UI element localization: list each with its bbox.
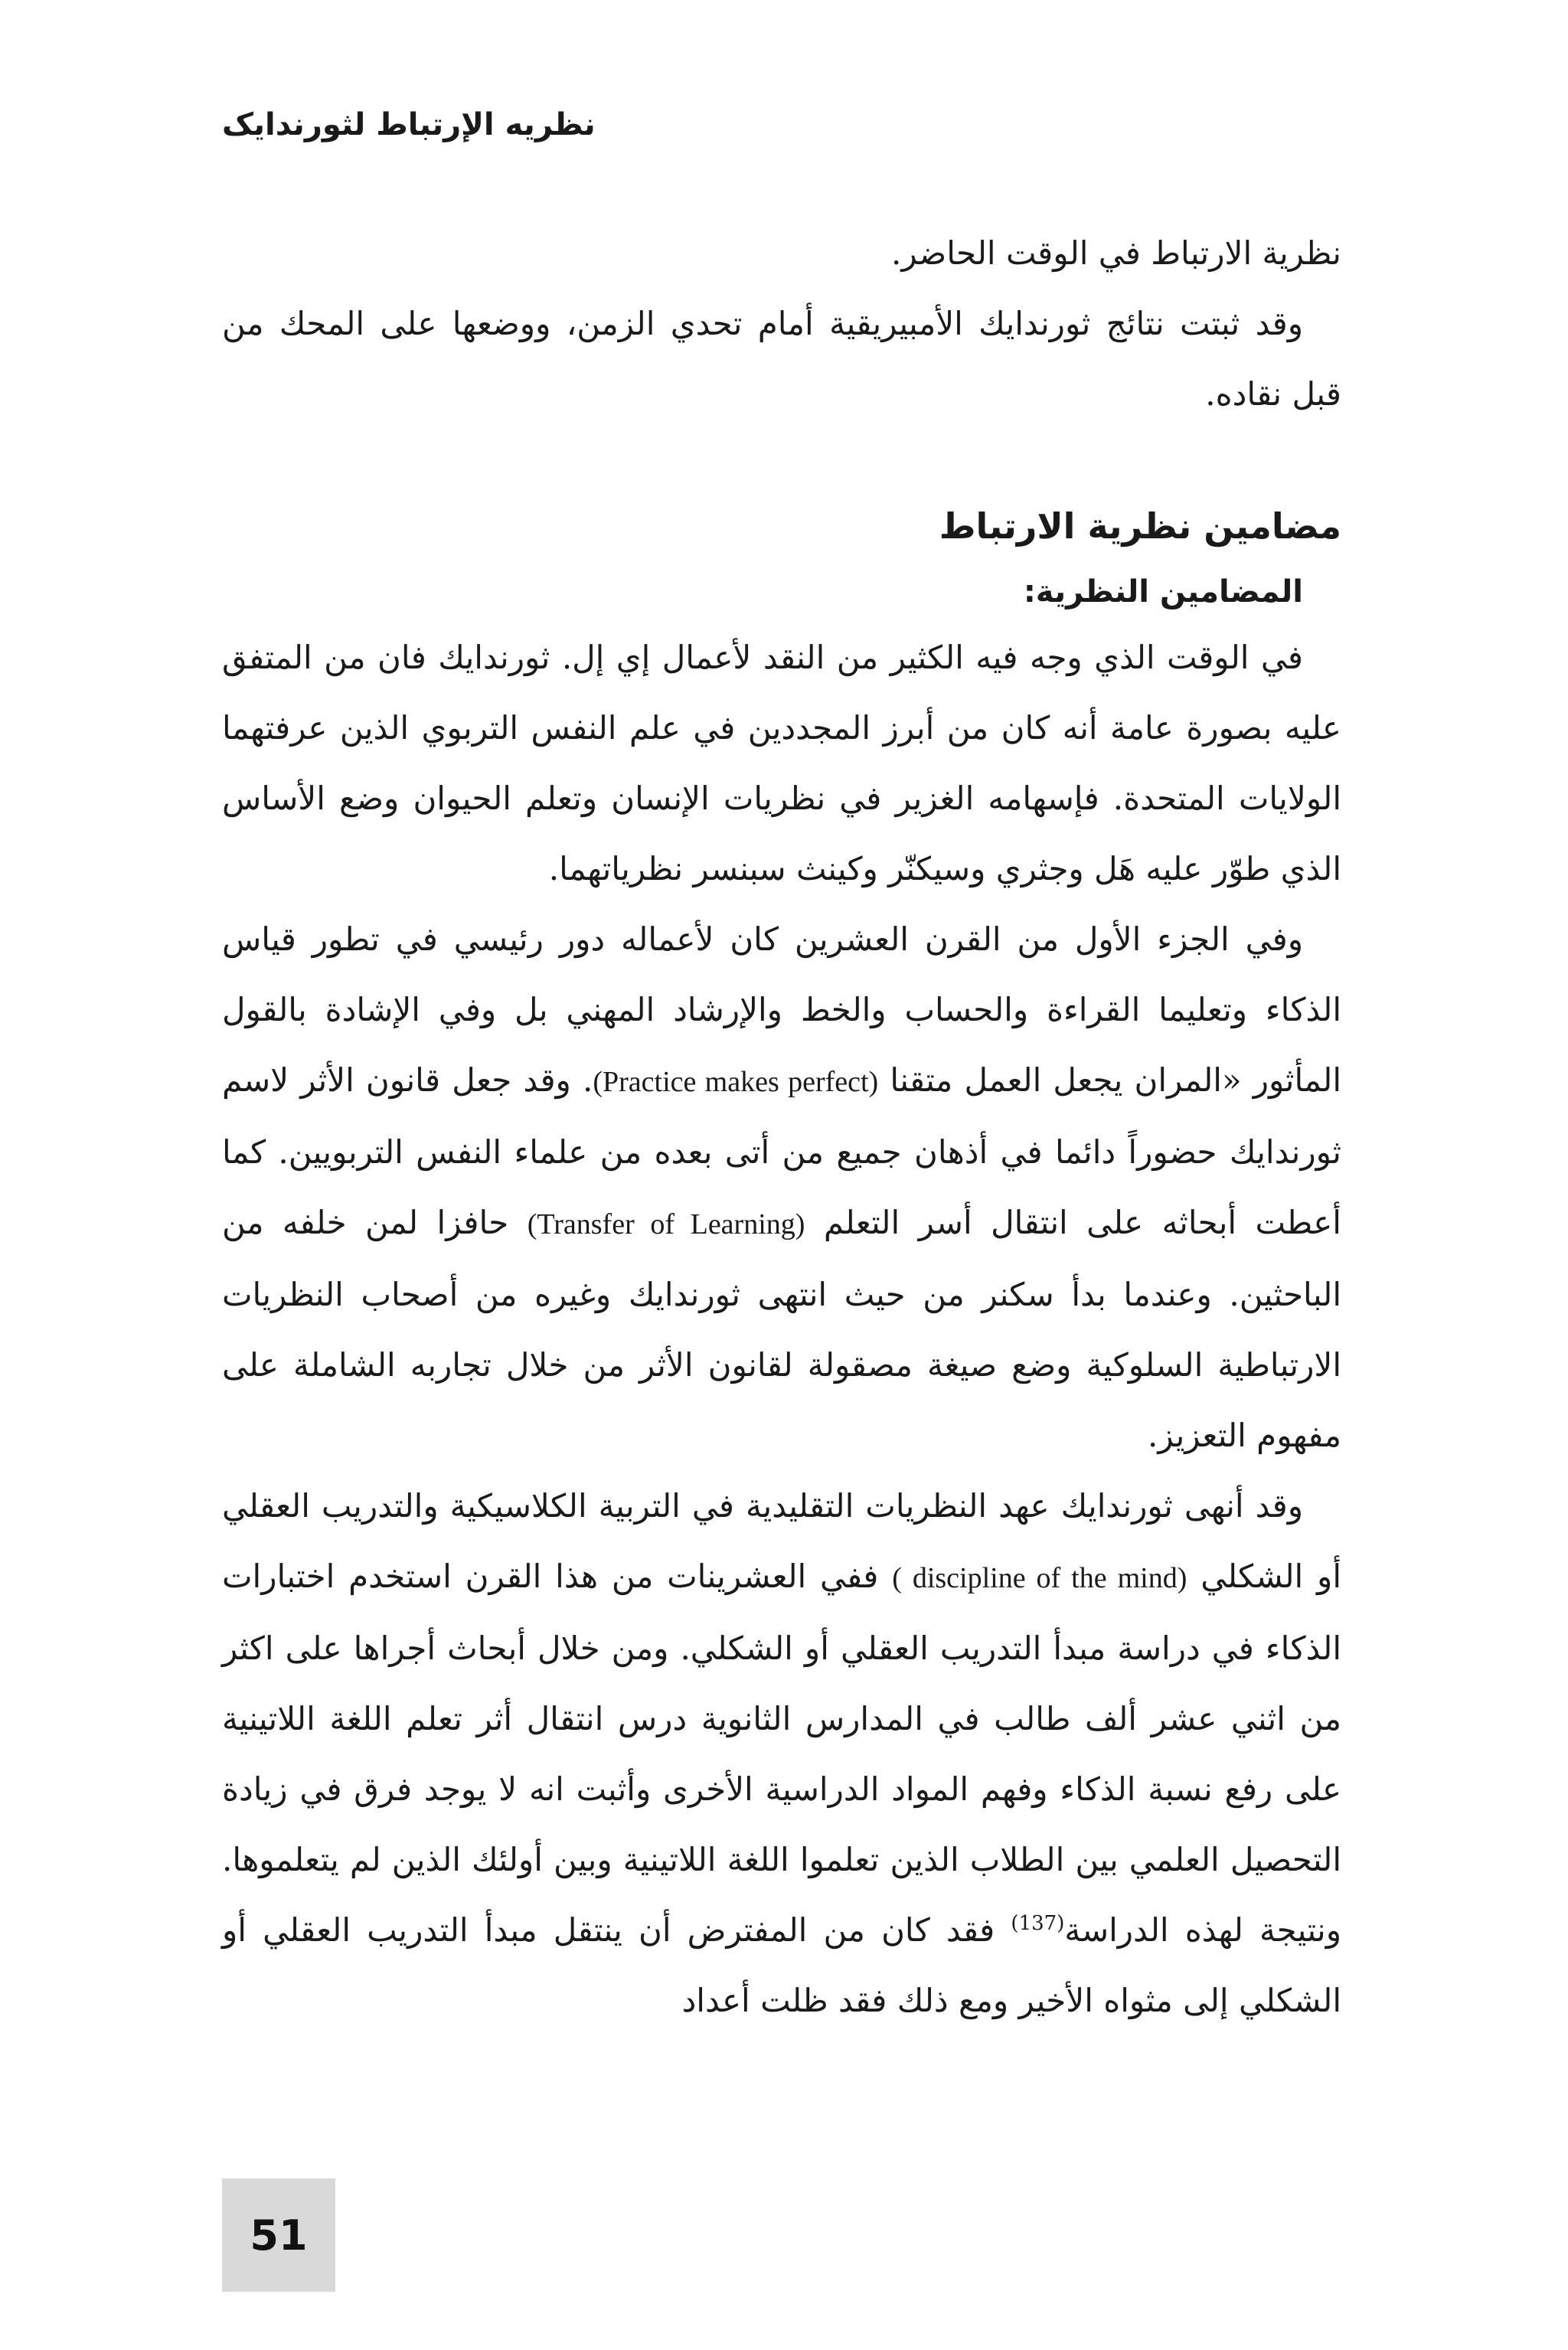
english-term-transfer: (Transfer of Learning) (527, 1208, 805, 1240)
english-term-practice: (Practice makes perfect) (593, 1066, 879, 1098)
running-header: نظريه الإرتباط لثورندايک (222, 107, 596, 142)
paragraph-5-part-c: فقد كان من المفترض أن ينتقل مبدأ التدريب العقلي أو الشكلي إلى مثواه الأخير ومع ذلك فقد ظلت أعداد (222, 1911, 1341, 2019)
footnote-marker: (137) (1011, 1912, 1065, 1935)
section-heading: مضامين نظرية الارتباط (939, 505, 1341, 547)
paragraph-3: في الوقت الذي وجه فيه الكثير من النقد لأعمال إي إل. ثورندايك فان من المتفق عليه بصورة عامة أنه كان من أبرز المجددين في علم النفس التربوي الذين عرفتهما الولايات المتحدة. فإسهامه الغزير في نظريات الإنسان وتعلم الحيوان وضع الأساس الذي طوّر عليه هَل وجثري وسيكنّر وكينث سبنسر نظرياتهما. (222, 639, 1341, 887)
paragraph-4-part-b: . وقد جعل قانون الأثر لاسم ثورندايك حضوراً دائما في أذهان جميع من أتى بعده من علماء النفس التربويين. كما أعطت أبحاثه على انتقال أسر التعلم (222, 1061, 1341, 1241)
english-term-discipline: ( discipline of the mind) (892, 1562, 1187, 1594)
paragraph-4-part-a: وفي الجزء الأول من القرن العشرين كان لأعماله دور رئيسي في تطور قياس الذكاء وتعليما القراءة والحساب والخط والإرشاد المهني بل وفي الإشادة بالقول المأثور «المران يجعل العمل متقنا (222, 920, 1341, 1099)
page-body (222, 218, 1341, 2036)
paragraph-2: وقد ثبتت نتائج ثورندايك الأمبيريقية أمام تحدي الزمن، ووضعها على المحك من قبل نقاده. (222, 305, 1341, 413)
page-number: 51 (222, 2178, 335, 2292)
paragraph-5-part-a: وقد أنهى ثورندايك عهد النظريات التقليدية في التربية الكلاسيكية والتدريب العقلي أو الشكلي (222, 1487, 1342, 1595)
paragraph-4-part-c: حافزا لمن خلفه من الباحثين. وعندما بدأ سكنر من حيث انتهى ثورندايك وغيره من أصحاب النظريات الارتباطية السلوكية وضع صيغة مصقولة لقانون الأثر من خلال تجاربه الشاملة على مفهوم التعزيز. (222, 1204, 1341, 1454)
paragraph-5-part-b: ففي العشرينات من هذا القرن استخدم اختبارات الذكاء في دراسة مبدأ التدريب العقلي أو الشكلي. ومن خلال أبحاث أجراها على اكثر من اثني عشر ألف طالب في المدارس الثانوية درس انتقال أثر تعلم اللغة اللاتينية على رفع نسبة الذكاء وفهم المواد الدراسية الأخرى وأثبت انه لا يوجد فرق في زيادة التحصيل العلمي بين الطلاب الذين تعلموا اللغة اللاتينية وبين أولئك الذين لم يتعلموها. ونتيجة لهذه الدراسة (222, 1557, 1341, 1949)
paragraph-5 (222, 1471, 1341, 2036)
paragraph-1: نظرية الارتباط في الوقت الحاضر. (891, 234, 1341, 272)
paragraph-4 (222, 904, 1341, 1471)
subheading: المضامين النظرية: (1023, 574, 1303, 610)
